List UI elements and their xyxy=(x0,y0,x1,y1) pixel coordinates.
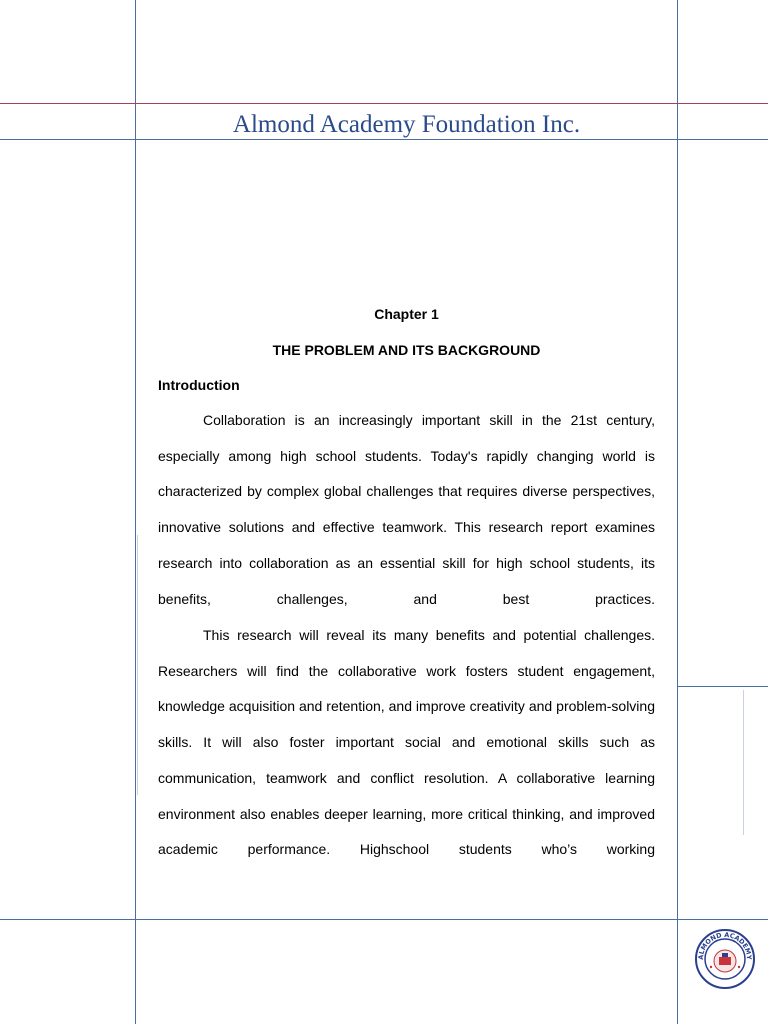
paragraph-1: Collaboration is an increasingly important skill in the 21st century, especially among high school students. Today's rapidly changing world is characterized by complex global challenges that requires diverse perspectives, innovative solutions and effective teamwork. This research report examines research into collaboration as an essential skill for high school students, its benefits, challenges, and best practices. xyxy=(158,412,655,607)
org-name-header: Almond Academy Foundation Inc. xyxy=(232,111,581,138)
right-side-rule xyxy=(677,686,768,687)
svg-text:ALMOND ACADEMY: ALMOND ACADEMY xyxy=(696,930,754,960)
paragraph-2: This research will reveal its many benefits and potential challenges. Researchers will find the collaborative work fosters student engagement, knowledge acquisition and retention, and improve creativity and problem-solving skills. It will also foster important social and emotional skills such as communication, teamwork and conflict resolution. A collaborative learning environment also enables deeper learning, more critical thinking, and improved academic performance. Highschool students who’s working xyxy=(158,627,655,858)
right-margin-line xyxy=(677,0,678,1024)
right-faint-line xyxy=(743,690,744,835)
left-faint-line xyxy=(137,535,138,795)
chapter-title: THE PROBLEM AND ITS BACKGROUND xyxy=(272,342,541,358)
section-heading: Introduction xyxy=(158,377,240,393)
footer-rule xyxy=(0,919,768,920)
school-seal-logo xyxy=(695,929,755,989)
chapter-label: Chapter 1 xyxy=(374,306,439,322)
header-top-rule xyxy=(0,103,768,104)
left-margin-line xyxy=(135,0,136,1024)
